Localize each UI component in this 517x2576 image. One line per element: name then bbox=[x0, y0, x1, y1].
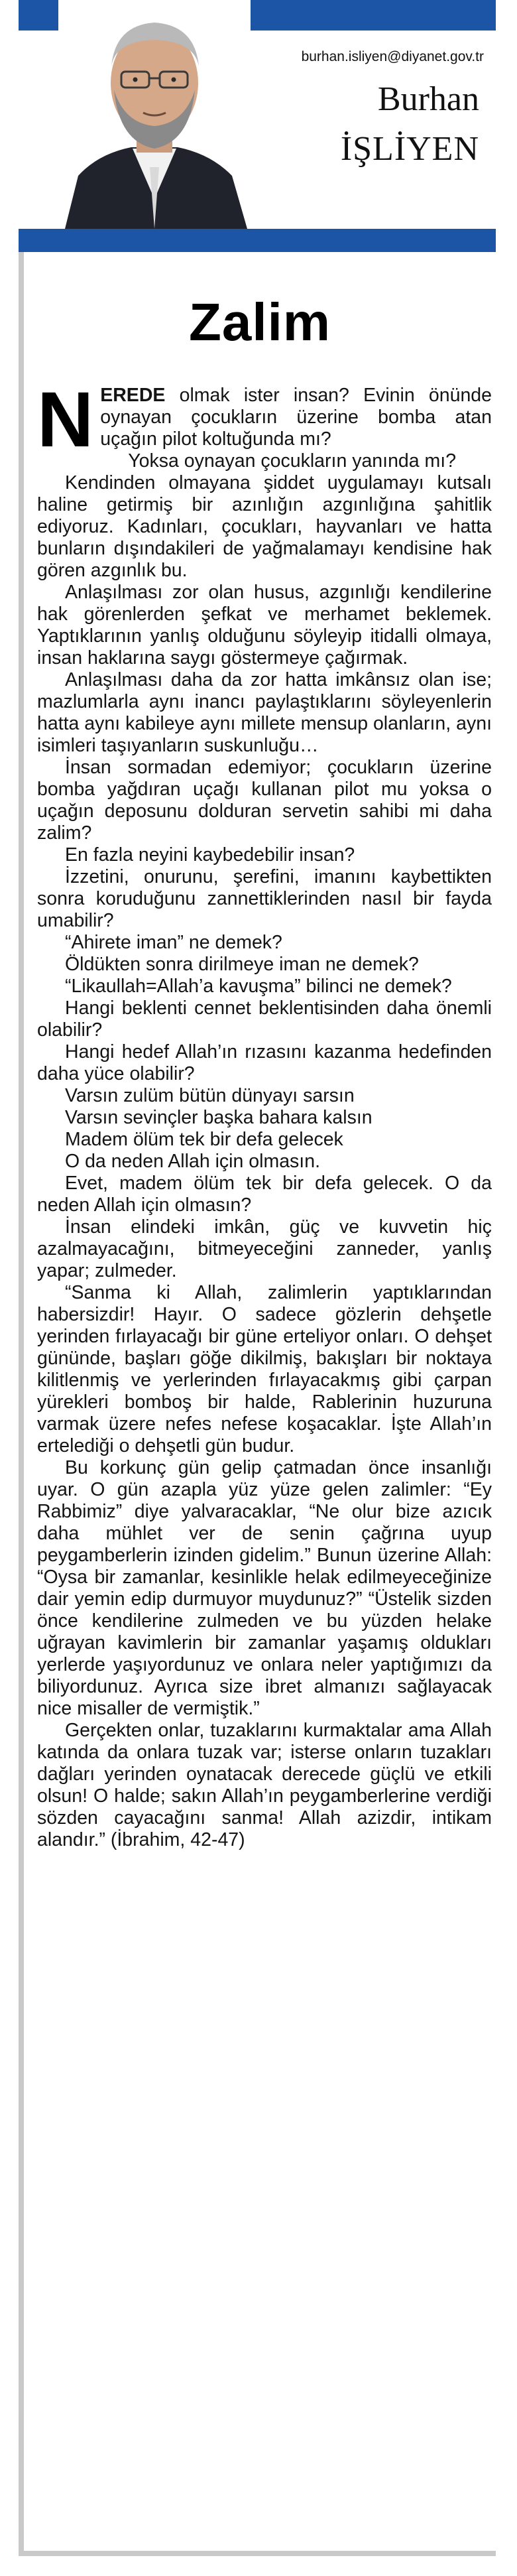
article-body bbox=[37, 376, 492, 1851]
article-paragraph: En fazla neyini kaybedebilir insan? bbox=[65, 844, 355, 866]
article-paragraph: “Sanma ki Allah, zalimlerin yaptıklarından habersizdir! Hayır. O sadece gözlerin dehşetle yerinden fırlayacağı bir güne erteliyor onları. O dehşet gününde, başları göğe dikilmiş, bakışları bir noktaya kilitlenmiş ve yerlerinden fırlayacakmış gibi çarpan yürekleri bomboş bir halde, Rablerinin huzuruna varmak üzere nefes nefese koşacaklar. İşte Allah’ın ertelediği o dehşetli gün budur. bbox=[37, 1282, 492, 1456]
article-paragraph: Bu korkunç gün gelip çatmadan önce insanlığı uyar. O gün azapla yüz yüze gelen zalimler: “Ey Rabbimiz” diye yalvaracaklar, “Ne olur bize azıcık daha mühlet ver de senin çağrına uyup peygamberlerin izinden gidelim.” Bunun üzerine Allah: “Oysa bir zamanlar, kesinlikle helak edilmeyeceğinize dair yemin edip durmuyor muydunuz?” “Üstelik sizden önce kendilerine zulmeden ve bu yüzden helake uğrayan kavimlerin bir zamanlar yaşamış oldukları yerlerde yaşıyordunuz ve onlara neler yaptığımızı da biliyordunuz. Ayrıca size ibret almanızı sağlayacak nice misaller de vermiştik.” bbox=[37, 1457, 492, 1719]
article-paragraph: Yoksa oynayan çocukların yanında mı? bbox=[128, 450, 457, 472]
poem-line: Varsın zulüm bütün dünyayı sarsın bbox=[65, 1085, 355, 1106]
author-last-name: İŞLİYEN bbox=[340, 130, 479, 168]
author-portrait bbox=[58, 0, 251, 229]
author-portrait-drawing bbox=[58, 0, 251, 229]
article-paragraph: Anlaşılması zor olan husus, azgınlığı kendilerine hak görenlerden şefkat ve merhamet beklemek. Yaptıklarının yanlış olduğunu söyleyip itidalli olmaya, insan haklarına saygı göstermeye çağırmak. bbox=[37, 582, 492, 669]
article-paragraph: Hangi beklenti cennet beklentisinden daha önemli olabilir? bbox=[37, 998, 492, 1041]
article-paragraph: “Ahirete iman” ne demek? bbox=[65, 932, 282, 953]
article-paragraph: İzzetini, onurunu, şerefini, imanını kaybettikten sonra koruduğunu zannettiklerinden nasıl bir fayda umabilir? bbox=[37, 866, 492, 931]
author-first-name: Burhan bbox=[377, 80, 479, 118]
article-paragraph: Gerçekten onlar, tuzaklarını kurmaktalar ama Allah katında da onlara tuzak var; isterse onların tuzakları dağları yerinden oynatacak derecede güçlü ve etkili olsun! O halde; sakın Allah’ın peygamberlerine verdiği sözden cayacağını sanma! Allah azizdir, intikam alandır.” (İbrahim, 42-47) bbox=[37, 1720, 492, 1850]
article-paragraph: “Likaullah=Allah’a kavuşma” bilinci ne demek? bbox=[65, 976, 452, 997]
column-header bbox=[19, 0, 496, 252]
article-paragraph: Hangi hedef Allah’ın rızasını kazanma hedefinden daha yüce olabilir? bbox=[37, 1041, 492, 1084]
paragraph-text: olmak ister insan? Evinin önünde oynayan çocukların üzerine bomba atan uçağın pilot koltuğunda mı? bbox=[100, 385, 492, 450]
article-paragraph: Kendinden olmayana şiddet uygulamayı kutsalı haline getirmiş bir azınlığın azgınlığına şahitlik ediyoruz. Kadınları, çocukları, hayvanları ve hatta bunların dışındakileri de yağmalamayı kendisine hak gören azgınlık bu. bbox=[37, 472, 492, 581]
article-paragraph: Öldükten sonra dirilmeye iman ne demek? bbox=[65, 954, 419, 975]
header-bottom-band bbox=[19, 229, 496, 252]
poem-line: Madem ölüm tek bir defa gelecek bbox=[65, 1129, 343, 1150]
article-title: Zalim bbox=[189, 292, 331, 352]
author-email[interactable]: burhan.isliyen@diyanet.gov.tr bbox=[301, 49, 484, 64]
poem-line: Varsın sevinçler başka bahara kalsın bbox=[65, 1107, 373, 1128]
poem-line: O da neden Allah için olmasın. bbox=[65, 1151, 320, 1172]
article-paragraph: Evet, madem ölüm tek bir defa gelecek. O da neden Allah için olmasın? bbox=[37, 1173, 492, 1216]
column-bottom-rule bbox=[19, 2551, 496, 2556]
lead-word: EREDE bbox=[100, 385, 166, 406]
article-paragraph: İnsan elindeki imkân, güç ve kuvvetin hiç azalmayacağını, bitmeyeceğini zanneder, yanlış yapar; zulmeder. bbox=[37, 1216, 492, 1281]
article-paragraph: İnsan sormadan edemiyor; çocukların üzerine bomba yağdıran uçağı kullanan pilot mu yoksa o uçağın deposunu dolduran servetin sahibi mi daha zalim? bbox=[37, 757, 492, 844]
column-left-rule bbox=[19, 252, 24, 2553]
drop-cap: N bbox=[37, 376, 94, 464]
article-paragraph: Anlaşılması daha da zor hatta imkânsız olan ise; mazlumlarla aynı inancı paylaştıklarını söyleyenlerin hatta aynı kabileye aynı millete mensup olanların, aynı isimleri taşıyanların suskunluğu… bbox=[37, 669, 492, 756]
